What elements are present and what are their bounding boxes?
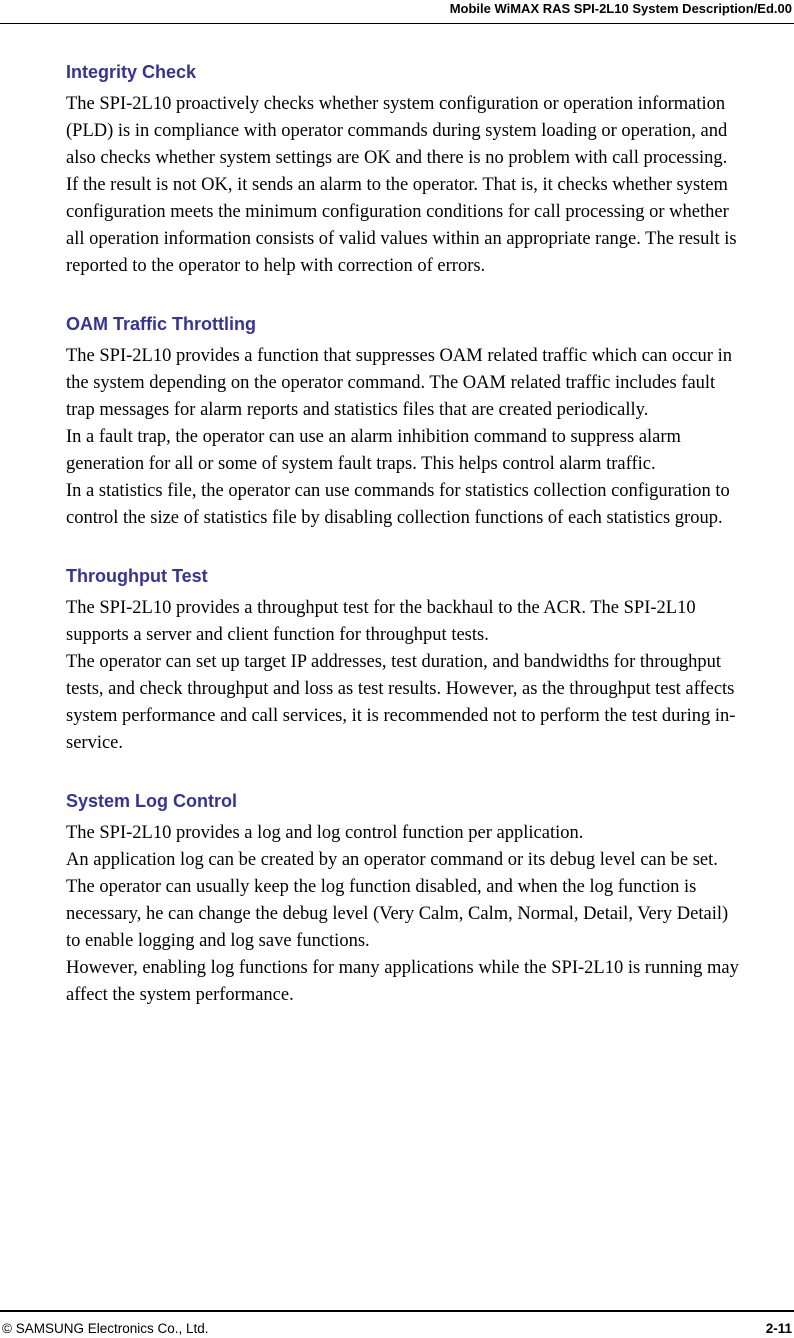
body-text-line: the system depending on the operator command. The OAM related traffic includes fault — [66, 373, 716, 393]
body-text-line: The SPI-2L10 provides a throughput test for the backhaul to the ACR. The SPI-2L10 — [66, 598, 696, 618]
section-heading: System Log Control — [66, 791, 238, 811]
body-text-line: An application log can be created by an operator command or its debug level can be set. — [66, 850, 718, 870]
body-text-line: (PLD) is in compliance with operator commands during system loading or operation, and — [66, 121, 728, 141]
page-number: 2-11 — [765, 1321, 792, 1336]
body-text-line: configuration meets the minimum configuration conditions for call processing or whether — [66, 202, 729, 222]
body-text-line: The SPI-2L10 provides a function that suppresses OAM related traffic which can occur in — [66, 346, 732, 366]
body-text-line: system performance and call services, it is recommended not to perform the test during in- — [66, 706, 736, 726]
body-text-line: generation for all or some of system fault traps. This helps control alarm traffic. — [66, 454, 656, 474]
body-text-line: trap messages for alarm reports and statistics files that are created periodically. — [66, 400, 649, 420]
section-heading: OAM Traffic Throttling — [66, 314, 256, 334]
section-heading: Integrity Check — [66, 62, 197, 82]
body-text-line: If the result is not OK, it sends an alarm to the operator. That is, it checks whether system — [66, 175, 728, 195]
section-heading: Throughput Test — [66, 566, 208, 586]
section-oam-traffic-throttling — [66, 311, 794, 532]
body-text-line: all operation information consists of valid values within an appropriate range. The result is — [66, 229, 737, 249]
body-text-line: The SPI-2L10 provides a log and log control function per application. — [66, 823, 584, 843]
body-text-line: tests, and check throughput and loss as test results. However, as the throughput test affects — [66, 679, 735, 699]
section-integrity-check — [66, 59, 794, 280]
section-throughput-test — [66, 563, 794, 757]
body-text-line: service. — [66, 733, 124, 753]
body-text-line: In a statistics file, the operator can use commands for statistics collection configuration to — [66, 481, 730, 501]
page-footer — [0, 1310, 794, 1338]
body-text-line: In a fault trap, the operator can use an alarm inhibition command to suppress alarm — [66, 427, 681, 447]
page-header — [0, 0, 794, 24]
document-body — [66, 59, 794, 1040]
document-title: Mobile WiMAX RAS SPI-2L10 System Description/Ed.00 — [449, 1, 792, 16]
body-text-line: However, enabling log functions for many applications while the SPI-2L10 is running may — [66, 958, 739, 978]
body-text-line: also checks whether system settings are OK and there is no problem with call processing. — [66, 148, 728, 168]
body-text-line: supports a server and client function for throughput tests. — [66, 625, 489, 645]
body-text-line: affect the system performance. — [66, 985, 294, 1005]
body-text-line: to enable logging and log save functions. — [66, 931, 370, 951]
body-text-line: reported to the operator to help with correction of errors. — [66, 256, 486, 276]
body-text-line: control the size of statistics file by disabling collection functions of each statistics group. — [66, 508, 723, 528]
body-text-line: The SPI-2L10 proactively checks whether system configuration or operation information — [66, 94, 726, 114]
body-text-line: necessary, he can change the debug level (Very Calm, Calm, Normal, Detail, Very Detail) — [66, 904, 729, 924]
body-text-line: The operator can set up target IP addresses, test duration, and bandwidths for throughput — [66, 652, 722, 672]
section-system-log-control — [66, 788, 794, 1009]
body-text-line: The operator can usually keep the log function disabled, and when the log function is — [66, 877, 697, 897]
copyright-text: © SAMSUNG Electronics Co., Ltd. — [2, 1321, 209, 1336]
